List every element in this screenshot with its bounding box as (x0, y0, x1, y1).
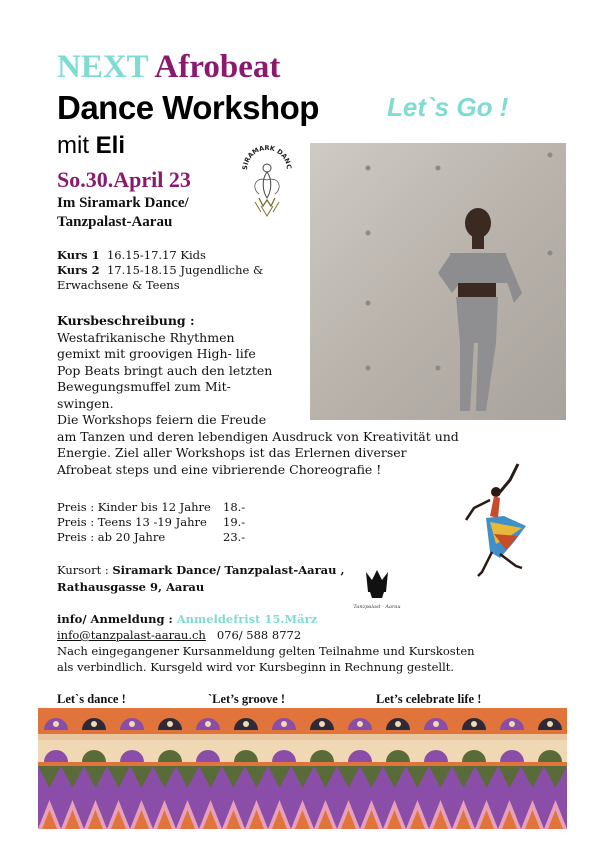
location-address: Rathausgasse 9, Aarau (57, 580, 205, 594)
pattern-dot (395, 721, 401, 727)
location-line-1 (57, 562, 377, 579)
instructor-prefix: mit (57, 132, 89, 159)
location-label: Kursort : (57, 563, 113, 577)
dancer-illustration (460, 462, 540, 580)
pattern-dot (509, 721, 515, 727)
registration-block (57, 611, 537, 675)
course-2 (57, 263, 317, 278)
pattern-dot (547, 721, 553, 727)
lets-go-tagline: Let`s Go ! (387, 92, 509, 122)
pattern-dot (129, 721, 135, 727)
venue-line-2: Tanzpalast-Aarau (57, 214, 173, 230)
venue (57, 194, 257, 232)
description-line: Westafrikanische Rhythmen (57, 329, 235, 345)
pattern-dot (357, 721, 363, 727)
course-1 (57, 248, 317, 263)
courses-block (57, 248, 317, 293)
logo-text: SIRAMARK DANC (241, 143, 293, 171)
location-venue: Siramark Dance/ Tanzpalast-Aarau , (112, 563, 345, 577)
prices-block (57, 500, 267, 545)
location-block (57, 562, 377, 596)
pattern-dot (167, 721, 173, 727)
description-line: gemixt mit groovigen High- life (57, 346, 256, 361)
registration-note-2: als verbindlich. Kursgeld wird vor Kursbeginn in Rechnung gestellt. (57, 660, 455, 674)
price-label: Preis : ab 20 Jahre (57, 530, 166, 544)
pattern-dot (319, 721, 325, 727)
course-2-label: Kurs 2 (57, 263, 100, 277)
course-1-label: Kurs 1 (57, 248, 100, 262)
course-1-time: 16.15-17.17 Kids (106, 248, 206, 262)
african-pattern-band (38, 708, 567, 829)
description-line: Bewegungsmuffel zum Mit- (57, 379, 231, 394)
pattern-dot (205, 721, 211, 727)
price-label: Preis : Teens 13 -19 Jahre (57, 515, 207, 529)
dancer-photo (310, 143, 566, 420)
price-row (57, 500, 267, 515)
pattern-dot (281, 721, 287, 727)
price-row (57, 530, 267, 545)
pattern-dot (243, 721, 249, 727)
description-line: swingen. (57, 395, 114, 411)
price-label: Preis : Kinder bis 12 Jahre (57, 500, 211, 514)
contact-line (57, 627, 537, 643)
title-next: NEXT (57, 49, 149, 85)
registration-line (57, 611, 537, 627)
slogan-groove: `Let’s groove ! (208, 692, 286, 706)
pattern-dot (53, 721, 59, 727)
title-line-2: Dance Workshop (57, 89, 319, 126)
title-line-1 (57, 48, 280, 86)
description-line: Afrobeat steps und eine vibrierende Choreografie ! (57, 461, 382, 477)
title-afrobeat: Afrobeat (154, 49, 281, 85)
description-wide (57, 412, 527, 478)
siramark-logo (241, 140, 293, 222)
email-link[interactable]: info@tanzpalast-aarau.ch (57, 628, 206, 642)
description-line: Pop Beats bringt auch den letzten (57, 362, 273, 378)
price-value: 19.- (223, 515, 246, 529)
description-line: Die Workshops feiern die Freude (57, 412, 267, 427)
registration-deadline: Anmeldefrist 15.März (176, 612, 318, 626)
pattern-dot (471, 721, 477, 727)
price-value: 18.- (223, 500, 246, 514)
registration-label: info/ Anmeldung : (57, 612, 177, 626)
description-line: am Tanzen und deren lebendigen Ausdruck von Kreativität und (57, 428, 459, 444)
venue-line-1: Im Siramark Dance/ (57, 195, 189, 211)
price-value: 23.- (223, 530, 246, 544)
event-date: So.30.April 23 (57, 167, 191, 192)
price-row (57, 515, 267, 530)
course-2-time: 17.15-18.15 Jugendliche & (106, 263, 264, 277)
instructor-name: Eli (95, 132, 126, 159)
phone-number: 076/ 588 8772 (216, 628, 302, 642)
slogan-celebrate: Let’s celebrate life ! (376, 692, 482, 706)
pattern-dot (91, 721, 97, 727)
tanzpalast-logo (353, 566, 401, 614)
pattern-dot (433, 721, 439, 727)
slogan-dance: Let`s dance ! (57, 692, 126, 706)
description-heading: Kursbeschreibung : (57, 313, 195, 328)
course-2-cont: Erwachsene & Teens (57, 278, 180, 292)
description-narrow (57, 313, 307, 412)
tanzpalast-logo-text: Tanzpalast - Aarau (353, 604, 401, 610)
registration-note-1: Nach eingegangener Kursanmeldung gelten Teilnahme und Kurskosten (57, 644, 475, 658)
description-line: Energie. Ziel aller Workshops ist das Erlernen diverser (57, 445, 407, 460)
instructor-line (57, 132, 125, 160)
